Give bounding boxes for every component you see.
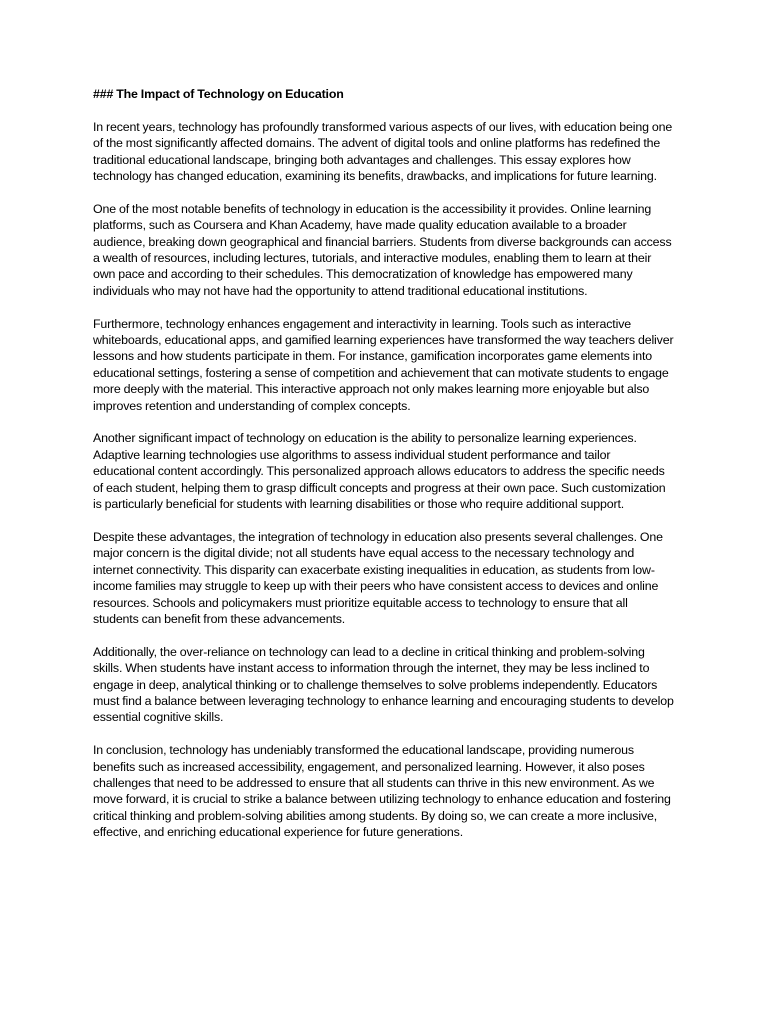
document-page [93,86,675,857]
paragraph-accessibility: One of the most notable benefits of technology in education is the accessibility it provides. Online learning platforms, such as Coursera and Khan Academy, have made quality education available to a broader audience, breaking down geographical and financial barriers. Students from diverse backgrounds can access a wealth of resources, including lectures, tutorials, and interactive modules, enabling them to learn at their own pace and according to their schedules. This democratization of knowledge has empowered many individuals who may not have had the opportunity to attend traditional educational institutions. [93,201,672,298]
document-title: ### The Impact of Technology on Education [93,87,344,101]
paragraph-engagement: Furthermore, technology enhances engagement and interactivity in learning. Tools such as interactive whiteboards, educational apps, and gamified learning experiences have transformed the way teachers deliver lessons and how students participate in them. For instance, gamification incorporates game elements into educational settings, fostering a sense of competition and achievement that can motivate students to engage more deeply with the material. This interactive approach not only makes learning more enjoyable but also improves retention and understanding of complex concepts. [93,316,674,413]
paragraph-over-reliance: Additionally, the over-reliance on technology can lead to a decline in critical thinking and problem-solving skills. When students have instant access to information through the internet, they may be less inclined to engage in deep, analytical thinking or to challenge themselves to solve problems independently. Educators must find a balance between leveraging technology to enhance learning and encouraging students to develop essential cognitive skills. [93,644,674,725]
paragraph-personalization: Another significant impact of technology on education is the ability to personalize learning experiences. Adaptive learning technologies use algorithms to assess individual student performance and tailor educational content accordingly. This personalized approach allows educators to address the specific needs of each student, helping them to grasp difficult concepts and progress at their own pace. Such customization is particularly beneficial for students with learning disabilities or those who require additional support. [93,431,666,512]
paragraph-conclusion: In conclusion, technology has undeniably transformed the educational landscape, providing numerous benefits such as increased accessibility, engagement, and personalized learning. However, it also poses challenges that need to be addressed to ensure that all students can thrive in this new environment. As we move forward, it is crucial to strike a balance between utilizing technology to enhance education and fostering critical thinking and problem-solving abilities among students. By doing so, we can create a more inclusive, effective, and enriching educational experience for future generations. [93,743,671,840]
paragraph-introduction: In recent years, technology has profoundly transformed various aspects of our lives, with education being one of the most significantly affected domains. The advent of digital tools and online platforms has redefined the traditional educational landscape, bringing both advantages and challenges. This essay explores how technology has changed education, examining its benefits, drawbacks, and implications for future learning. [93,119,673,184]
paragraph-digital-divide: Despite these advantages, the integration of technology in education also presents several challenges. One major concern is the digital divide; not all students have equal access to the necessary technology and internet connectivity. This disparity can exacerbate existing inequalities in education, as students from low-income families may struggle to keep up with their peers who have consistent access to devices and online resources. Schools and policymakers must prioritize equitable access to technology to ensure that all students can benefit from these advancements. [93,529,663,626]
